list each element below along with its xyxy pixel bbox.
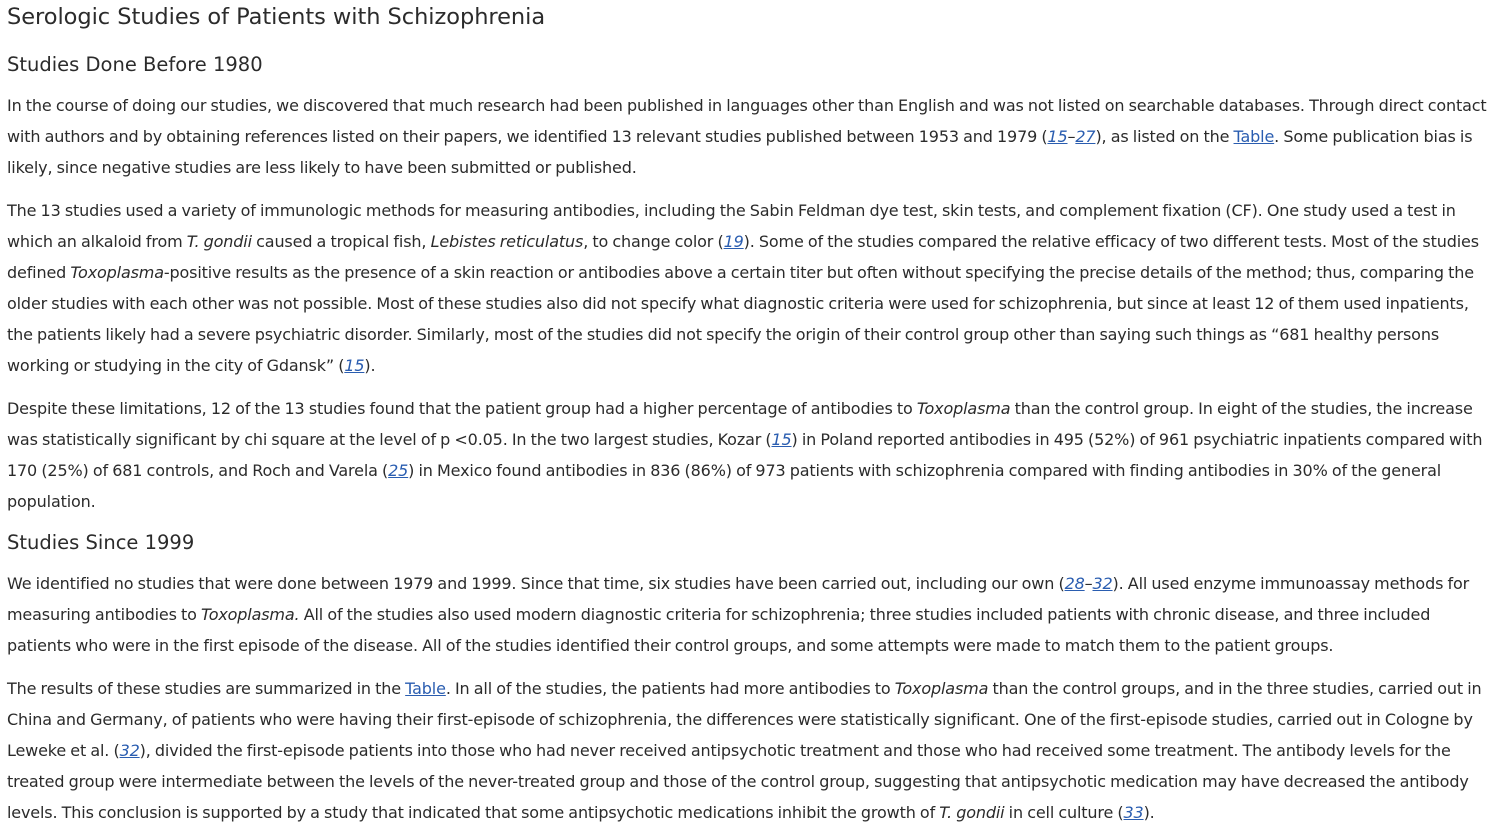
range-dash: – bbox=[1067, 127, 1076, 146]
page-title: Serologic Studies of Patients with Schizophrenia bbox=[7, 4, 546, 30]
citation-link-32[interactable]: 32 bbox=[119, 741, 140, 760]
paragraph-text: ). All used enzyme immunoassay methods for measuring antibodies to bbox=[7, 574, 1470, 624]
paragraph-text: ). bbox=[1143, 803, 1155, 822]
citation-link-33[interactable]: 33 bbox=[1123, 803, 1144, 822]
italic-term-toxoplasma: Toxoplasma bbox=[70, 263, 164, 282]
citation-link-19[interactable]: 19 bbox=[723, 232, 744, 251]
paragraph-text: The results of these studies are summarized in the bbox=[7, 679, 406, 698]
citation-link-25[interactable]: 25 bbox=[388, 461, 409, 480]
paragraph-5 bbox=[7, 673, 1493, 828]
range-dash: – bbox=[1084, 574, 1093, 593]
paragraph-text: ) in Mexico found antibodies in 836 (86%) of 973 patients with schizophrenia compared with finding antibodies in 30% of the general population. bbox=[7, 461, 1442, 511]
paragraph-text: ), divided the first-episode patients into those who had never received antipsychotic treatment and those who had received some treatment. The antibody levels for the treated group were intermediate between the levels of the never-treated group and those of the control group, suggesting that antipsychotic medication may have decreased the antibody levels. This conclusion is supported by a study that indicated that some antipsychotic medications inhibit the growth of bbox=[7, 741, 1469, 822]
italic-term-toxoplasma: Toxoplasma bbox=[916, 399, 1011, 418]
italic-term-lebistes-reticulatus: Lebistes reticulatus bbox=[430, 232, 584, 251]
section-heading-before-1980: Studies Done Before 1980 bbox=[7, 53, 263, 76]
italic-term-toxoplasma: Toxoplasma bbox=[894, 679, 989, 698]
italic-term-toxoplasma: Toxoplasma. bbox=[201, 605, 300, 624]
paragraph-text: -positive results as the presence of a skin reaction or antibodies above a certain titer but often without specifying the precise details of the method; thus, comparing the older studies with each other was not possible. Most of these studies also did not specify what diagnostic criteria were used for schizophrenia, but since at least 12 of them used inpatients, the patients likely had a severe psychiatric disorder. Similarly, most of the studies did not specify the origin of their control group other than saying such things as “681 healthy persons working or studying in the city of Gdansk” ( bbox=[7, 263, 1474, 375]
section-heading-since-1999: Studies Since 1999 bbox=[7, 531, 195, 554]
citation-link-27[interactable]: 27 bbox=[1075, 127, 1096, 146]
paragraph-3 bbox=[7, 393, 1493, 517]
citation-link-15[interactable]: 15 bbox=[771, 430, 792, 449]
table-link[interactable]: Table bbox=[1233, 127, 1275, 146]
paragraph-text: caused a tropical fish, bbox=[251, 232, 431, 251]
paragraph-text: ). bbox=[364, 356, 376, 375]
paragraph-text: Despite these limitations, 12 of the 13 studies found that the patient group had a higher percentage of antibodies to bbox=[7, 399, 917, 418]
citation-link-15[interactable]: 15 bbox=[344, 356, 365, 375]
paragraph-4 bbox=[7, 568, 1493, 661]
paragraph-text: than the control group. In eight of the studies, the increase was statistically significant by chi square at the level of p <0.05. In the two largest studies, Kozar ( bbox=[7, 399, 1473, 449]
paragraph-text: than the control groups, and in the three studies, carried out in China and Germany, of patients who were having their first-episode of schizophrenia, the differences were statistically significant. One of the first-episode studies, carried out in Cologne by Leweke et al. ( bbox=[7, 679, 1482, 760]
paragraph-text: ). Some of the studies compared the relative efficacy of two different tests. Most of the studies defined bbox=[7, 232, 1479, 282]
citation-link-15[interactable]: 15 bbox=[1047, 127, 1068, 146]
italic-term-t-gondii: T. gondii bbox=[186, 232, 252, 251]
paragraph-text: , to change color ( bbox=[583, 232, 724, 251]
citation-link-32[interactable]: 32 bbox=[1092, 574, 1113, 593]
citation-link-28[interactable]: 28 bbox=[1064, 574, 1085, 593]
paragraph-text: ) in Poland reported antibodies in 495 (52%) of 961 psychiatric inpatients compared with 170 (25%) of 681 controls, and Roch and Varela ( bbox=[7, 430, 1483, 480]
paragraph-text: ), as listed on the bbox=[1095, 127, 1234, 146]
table-link[interactable]: Table bbox=[405, 679, 446, 698]
paragraph-text: All of the studies also used modern diagnostic criteria for schizophrenia; three studies included patients with chronic disease, and three included patients who were in the first episode of the disease. All of the studies identified their control groups, and some attempts were made to match them to the patient groups. bbox=[7, 605, 1431, 655]
paragraph-text: In the course of doing our studies, we discovered that much research had been published in languages other than English and was not listed on searchable databases. Through direct contact with authors and by obtaining references listed on their papers, we identified 13 relevant studies published between 1953 and 1979 ( bbox=[7, 96, 1487, 146]
italic-term-t-gondii: T. gondii bbox=[939, 803, 1005, 822]
paragraph-text: in cell culture ( bbox=[1004, 803, 1124, 822]
paragraph-text: . In all of the studies, the patients had more antibodies to bbox=[445, 679, 895, 698]
paragraph-text: . Some publication bias is likely, since negative studies are less likely to have been submitted or published. bbox=[7, 127, 1473, 177]
paragraph-1 bbox=[7, 90, 1493, 183]
paragraph-text: We identified no studies that were done between 1979 and 1999. Since that time, six studies have been carried out, including our own ( bbox=[7, 574, 1065, 593]
paragraph-text: The 13 studies used a variety of immunologic methods for measuring antibodies, including the Sabin Feldman dye test, skin tests, and complement fixation (CF). One study used a test in which an alkaloid from bbox=[7, 201, 1456, 251]
paragraph-2 bbox=[7, 195, 1493, 381]
